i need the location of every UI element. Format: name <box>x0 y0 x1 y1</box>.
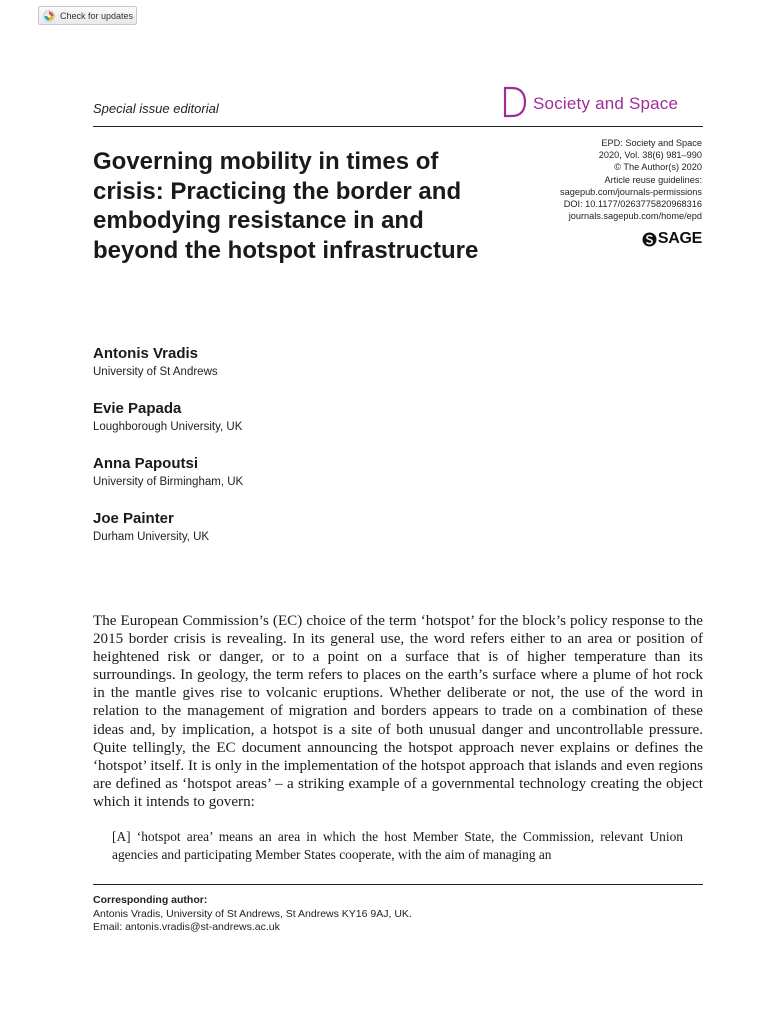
meta-copyright: © The Author(s) 2020 <box>614 162 702 173</box>
section-label: Special issue editorial <box>93 101 219 116</box>
author-affiliation: Durham University, UK <box>93 531 210 543</box>
check-updates-icon <box>43 10 55 22</box>
meta-reuse-label: Article reuse guidelines: <box>604 174 702 185</box>
meta-permissions-link[interactable]: sagepub.com/journals-permissions <box>560 186 702 197</box>
author-name: Antonis Vradis <box>93 345 199 362</box>
author-name: Evie Papada <box>93 400 182 417</box>
meta-journal: EPD: Society and Space <box>601 138 702 148</box>
author-block <box>93 345 218 379</box>
corresponding-author <box>93 894 412 935</box>
corresponding-author-label: Corresponding author: <box>93 894 208 906</box>
header-rule <box>93 126 703 127</box>
journal-d-logo-icon <box>503 86 527 118</box>
check-updates-label: Check for updates <box>60 10 134 21</box>
author-block <box>93 510 209 544</box>
body-paragraph: The European Commission’s (EC) choice of the term ‘hotspot’ for the block’s policy response to the 2015 border crisis is revealing. In its general use, the word refers either to an area or position of heightened risk or danger, or to a point on a surface that is of higher temperature than its surroundings. In geology, the term refers to places on the earth’s surface where a plume of hot rock in the mantle gives rise to volcanic eruptions. Whether deliberate or not, the use of the word in relation to the management of migration and borders appears to trade on a combination of these ideas and, by implication, a hotspot is a site of both unusual danger and uncontrollable pressure. Quite tellingly, the EC document announcing the hotspot approach never explains or defines the ‘hotspot’ itself. It is only in the implementation of the hotspot approach that islands and even regions are defined as ‘hotspot areas’ – a striking example of a governmental technology creating the object which it intends to govern: <box>93 613 703 810</box>
article-title: Governing mobility in times of crisis: Practicing the border and embodying resistance in and beyond the hotspot infrastructure <box>93 148 479 264</box>
corresponding-author-address: Antonis Vradis, University of St Andrews, St Andrews KY16 9AJ, UK. <box>93 907 412 920</box>
meta-volume: 2020, Vol. 38(6) 981–990 <box>598 150 702 161</box>
sage-logo <box>642 230 702 248</box>
corresponding-author-email[interactable]: Email: antonis.vradis@st-andrews.ac.uk <box>93 921 280 933</box>
author-name: Anna Papoutsi <box>93 455 199 472</box>
journal-name: Society and Space <box>533 94 679 113</box>
journal-logo <box>503 86 678 118</box>
author-affiliation: University of Birmingham, UK <box>93 476 244 488</box>
check-for-updates-button[interactable] <box>38 6 137 25</box>
sage-s-icon <box>642 232 657 247</box>
footnote-rule <box>93 884 703 885</box>
author-block <box>93 400 242 434</box>
article-metadata <box>560 137 702 222</box>
block-quote: [A] ‘hotspot area’ means an area in which the host Member State, the Commission, relevant Union agencies and participating Member States cooperate, with the aim of managing an <box>112 829 683 862</box>
author-affiliation: University of St Andrews <box>93 366 218 378</box>
sage-label: SAGE <box>657 230 702 247</box>
meta-homepage-link[interactable]: journals.sagepub.com/home/epd <box>568 211 702 222</box>
author-block <box>93 455 243 489</box>
author-name: Joe Painter <box>93 510 174 527</box>
author-affiliation: Loughborough University, UK <box>93 421 243 433</box>
meta-doi-link[interactable]: DOI: 10.1177/0263775820968316 <box>563 199 702 210</box>
